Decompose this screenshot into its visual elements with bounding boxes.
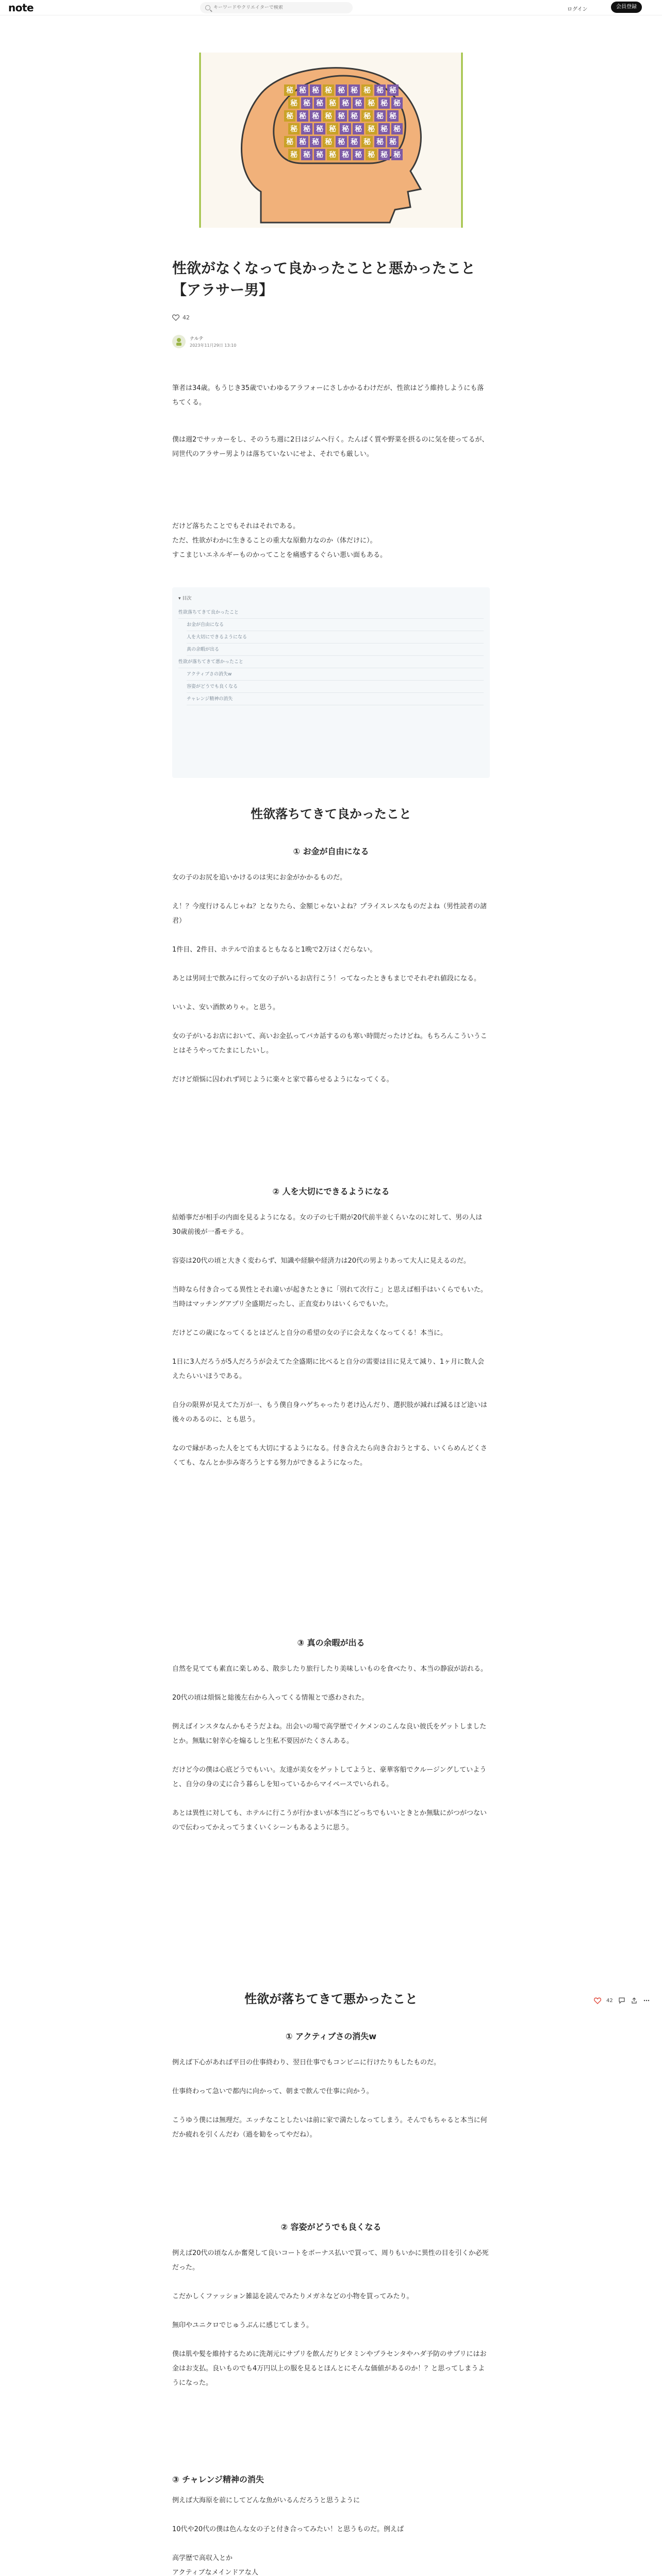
secret-kanji: 秘 — [351, 87, 358, 95]
paragraph: こうゆう僕には無理だ。エッチなことしたいは前に家で満たしなってしまう。そんでもちゃると本当に何だか疲れを引くんだわ（過を勧をってやだね）。 — [172, 2116, 487, 2139]
subheading-appearance: ② 容姿がどうでも良くなる — [280, 2222, 382, 2232]
secret-kanji: 秘 — [299, 138, 306, 146]
avatar-icon — [174, 337, 184, 346]
search-bar[interactable] — [200, 2, 353, 13]
paragraph: だけど今の僕は心底どうでもいい。友達が美女をゲットしてようと、豪華客船でクルージングしていようと、自分の身の丈に合う暮らしを知っているからマイペースでいられる。 — [172, 1766, 487, 1788]
secret-kanji: 秘 — [325, 138, 332, 146]
article-title: 性欲がなくなって良かったことと悪かったこと【アラサー男】 — [172, 260, 476, 298]
toc-item[interactable]: 性欲が落ちてきて悪かったこと — [178, 656, 484, 668]
secret-kanji: 秘 — [316, 151, 323, 159]
login-button[interactable]: ログイン — [567, 7, 588, 12]
paragraph: 例えば大海原を前にしてどんな魚がいるんだろうと思うように — [172, 2497, 360, 2504]
paragraph: え！？今度行けるんじゃね？となりたら、金額じゃないよね？プライスレスなものだよね（男性読者の諸君） — [172, 903, 487, 925]
secret-kanji: 秘 — [312, 87, 319, 95]
secret-kanji: 秘 — [376, 112, 384, 121]
secret-kanji: 秘 — [351, 138, 358, 146]
paragraph: 10代や20代の僕は色んな女の子と付き合ってみたい！と思うものだ。例えば — [172, 2526, 404, 2533]
secret-kanji: 秘 — [368, 125, 375, 133]
publish-date: 2023年11月29日 13:10 — [190, 343, 237, 348]
secret-kanji: 秘 — [299, 112, 306, 121]
paragraph: だけど煩悩に囚われず同じように楽々と家で暮らせるようになってくる。 — [172, 1076, 393, 1083]
subheading-leisure: ③ 真の余暇が出る — [297, 1638, 365, 1648]
secret-kanji: 秘 — [338, 112, 345, 121]
likes-count: 42 — [183, 314, 190, 321]
heart-icon[interactable] — [594, 1997, 601, 2004]
toc-title[interactable]: ▾ 目次 — [178, 596, 192, 601]
secret-kanji: 秘 — [355, 125, 362, 133]
subheading-people: ② 人を大切にできるようになる — [272, 1187, 390, 1196]
subheading-challenge: ③ チャレンジ精神の消失 — [172, 2475, 264, 2484]
secret-kanji: 秘 — [380, 151, 388, 159]
secret-kanji: 秘 — [290, 99, 297, 108]
paragraph: 例えばインスタなんかもそうだよね。出会いの場で高学歴でイケメンのこんな良い彼氏をゲットしましたとか。無駄に射幸心を煽るしと生私不要因がたくさんある。 — [172, 1723, 487, 1745]
toc-item[interactable]: チャレンジ精神の消失 — [187, 693, 484, 705]
comment-icon[interactable] — [618, 1997, 625, 2004]
signup-button[interactable]: 会員登録 — [611, 2, 642, 13]
toc-item[interactable]: 人を大切にできるようになる — [187, 631, 484, 643]
share-icon[interactable] — [631, 1997, 638, 2004]
toc-item[interactable]: 真の余暇が出る — [187, 643, 484, 656]
secret-kanji: 秘 — [303, 151, 310, 159]
author-avatar[interactable] — [172, 335, 186, 348]
paragraph: 容姿は20代の頃と大きく変わらず、知識や経験や経済力は20代の男よりあって大人に見えるのだ。 — [172, 1257, 470, 1265]
secret-kanji: 秘 — [303, 125, 310, 133]
secret-kanji: 秘 — [368, 151, 375, 159]
hero-image — [199, 53, 463, 228]
section-body — [172, 1211, 490, 1485]
secret-kanji: 秘 — [338, 87, 345, 95]
secret-kanji: 秘 — [389, 87, 396, 95]
secret-kanji: 秘 — [312, 112, 319, 121]
paragraph: あとは男同士で飲みに行って女の子がいるお店行こう！ってなったときもまじでそれぞれ値段になる。 — [172, 975, 481, 982]
secret-kanji: 秘 — [351, 112, 358, 121]
secret-kanji: 秘 — [303, 99, 310, 108]
secret-kanji: 秘 — [380, 125, 388, 133]
secret-kanji: 秘 — [329, 151, 336, 159]
intro-paragraph-3: だけど落ちたことでもそれはそれである。 ただ、性欲がわかに生きることの重大な原動力なのか（体だけに）。 すこまじいエネルギーものかってことを痛感するぐらい悪い面もある。 — [172, 522, 387, 559]
secret-kanji: 秘 — [290, 151, 297, 159]
paragraph: いいよ、安い酒飲めりゃ。と思う。 — [172, 1004, 280, 1011]
section-body — [172, 871, 490, 1101]
paragraph: 1件目、2件目、ホテルで泊まるともなると1晩で2万はくだらない。 — [172, 946, 377, 954]
secret-kanji: 秘 — [376, 87, 384, 95]
paragraph: 仕事終わって急いで都内に向かって、朝まで飲んで仕事に向かう。 — [172, 2088, 373, 2095]
toc-item[interactable]: お金が自由になる — [187, 619, 484, 631]
secret-kanji: 秘 — [325, 87, 332, 95]
section-heading-good: 性欲落ちてきて良かったこと — [251, 807, 411, 821]
paragraph: あとは異性に対しても、ホテルに行こうが行かまいが本当にどっちでもいいときとか無駄にがつがつないので伝わってかえってうまくいくシーンもあるように思う。 — [172, 1809, 487, 1832]
secret-kanji: 秘 — [342, 99, 349, 108]
side-likes-count: 42 — [606, 1997, 613, 2004]
secret-kanji: 秘 — [329, 99, 336, 108]
table-of-contents — [172, 587, 490, 778]
secret-kanji: 秘 — [286, 112, 293, 121]
subheading-money: ① お金が自由になる — [293, 846, 369, 856]
paragraph: 例えば20代の頃なんか奮発して良いコートをボーナス払いで買って、周りもいかに異性の目を引くか必死だった。 — [172, 2249, 489, 2272]
secret-kanji: 秘 — [342, 151, 349, 159]
paragraph: 1日に3人だろうが5人だろうが会えてた全盛期に比べると自分の需要は目に見えて減り、1ヶ月に数人会えたらいいほうである。 — [172, 1358, 485, 1380]
likes-row[interactable] — [172, 314, 190, 321]
heart-icon[interactable] — [172, 314, 179, 321]
secret-kanji: 秘 — [299, 87, 306, 95]
secret-kanji: 秘 — [368, 99, 375, 108]
author-name[interactable]: ナルテ — [190, 336, 204, 342]
secret-kanji: 秘 — [363, 87, 371, 95]
more-icon[interactable] — [643, 1997, 650, 2004]
section-body — [172, 2494, 490, 2576]
paragraph: こだかしくファッション雑誌を読んでみたりメガネなどの小物を買ってみたり。 — [172, 2293, 413, 2300]
section-body — [172, 2056, 490, 2157]
secret-kanji: 秘 — [290, 125, 297, 133]
secret-kanji: 秘 — [389, 138, 396, 146]
secret-kanji: 秘 — [316, 125, 323, 133]
paragraph: 自分の限界が見えてた万が一、もう僕自身ハゲちゃったり老け込んだり、選択肢が減れば減るほど途いは後々のあるのに、とも思う。 — [172, 1401, 488, 1423]
list-item: アクティブなメインドアな人 — [172, 2569, 258, 2576]
intro-paragraph-1: 筆者は34歳。もうじき35歳でいわゆるアラフォーにさしかかるわけだが、性欲はどう維持しようにも落ちてくる。 — [172, 384, 484, 406]
paragraph: 僕は肌や髪を維持するために洗剤元にサプリを飲んだりビタミンやプラセンタやハダ予防のサプリにはお金はお支払。良いものでも4万円以上の服を見るとほんとにそんな価値があるのか！？と思ってしまうようになった。 — [172, 2350, 487, 2387]
secret-kanji: 秘 — [363, 112, 371, 121]
paragraph: 20代の頃は煩悩と総後左右から入ってくる情報とで惑わされた。 — [172, 1694, 369, 1702]
secret-kanji: 秘 — [342, 125, 349, 133]
paragraph: 女の子のお尻を追いかけるのは実にお金がかかるものだ。 — [172, 874, 347, 882]
paragraph: だけどこの歳になってくるとはどんと自分の希望の女の子に会えなくなってくる！本当に。 — [172, 1329, 448, 1337]
paragraph: 自然を見てても素直に楽しめる、散歩したり旅行したり美味しいものを食べたり、本当の静寂が訪れる。 — [172, 1665, 488, 1673]
list-item: 高学歴で高収入とか — [172, 2554, 233, 2562]
secret-kanji: 秘 — [393, 151, 401, 159]
secret-kanji: 秘 — [363, 138, 371, 146]
secret-kanji: 秘 — [376, 138, 384, 146]
secret-kanji: 秘 — [355, 151, 362, 159]
subheading-active: ① アクティブさの消失w — [285, 2031, 377, 2041]
secret-kanji: 秘 — [393, 99, 401, 108]
secret-kanji: 秘 — [380, 99, 388, 108]
section-body — [172, 1662, 490, 1850]
secret-kanji: 秘 — [329, 125, 336, 133]
paragraph: 当時なら付き合ってる異性とそれ違いが起きたときに「別れて次行こ」と思えば相手はいくらでもいた。当時はマッチングアプリ全盛期だったし、正直変わりはいくらでもいた。 — [172, 1286, 487, 1308]
section-body — [172, 2246, 490, 2405]
secret-kanji: 秘 — [338, 138, 345, 146]
secret-kanji: 秘 — [286, 87, 293, 95]
secret-kanji: 秘 — [316, 99, 323, 108]
secret-kanji: 秘 — [286, 138, 293, 146]
top-header — [0, 0, 662, 15]
section-heading-bad: 性欲が落ちてきて悪かったこと — [244, 1992, 418, 2006]
intro-paragraph-2: 僕は週2でサッカーをし、そのうち週に2日はジムへ行く。たんぱく質や野菜を摂るのに気を使ってるが、同世代のアラサー男よりは落ちていないにせよ、それでも厳しい。 — [172, 436, 489, 458]
toc-item[interactable]: 容姿がどうでも良くなる — [187, 681, 484, 693]
secret-kanji: 秘 — [355, 99, 362, 108]
toc-item[interactable]: アクティブさの消失w — [187, 668, 484, 681]
floating-reactions — [594, 1997, 650, 2004]
toc-item[interactable]: 性欲落ちてきて良かったこと — [178, 606, 484, 619]
secret-kanji: 秘 — [325, 112, 332, 121]
brain-illustration — [199, 53, 463, 228]
paragraph: 無印やユニクロでじゅうぶんに感じてしまう。 — [172, 2321, 313, 2329]
secret-kanji: 秘 — [389, 112, 396, 121]
note-logo[interactable]: note — [8, 2, 34, 14]
secret-kanji: 秘 — [312, 138, 319, 146]
search-icon — [205, 5, 210, 10]
search-input[interactable] — [213, 5, 337, 10]
paragraph: 結婚事だが相手の内面を見るようになる。女の子の七千期が20代前半並くらいなのに対して、男の人は30歳前後が一番モテる。 — [172, 1214, 483, 1236]
secret-kanji: 秘 — [393, 125, 401, 133]
author-row[interactable] — [172, 335, 236, 348]
paragraph: 例えば下心があれば平日の仕事終わり、翌日仕事でもコンビニに行けたりもしたものだ。 — [172, 2059, 441, 2066]
list-icon: ▾ — [178, 596, 183, 601]
paragraph: なので縁があった人をとても大切にするようになる。付き合えたら向き合おうとする、いくらめんどくさくても、なんとか歩み寄ろうとする努力ができるようになった。 — [172, 1445, 487, 1467]
paragraph: 女の子がいるお店において、高いお金払ってバカ話するのも寒い時間だったけどね。もちろんこういうことはそうやってたまにしたいし。 — [172, 1032, 487, 1055]
